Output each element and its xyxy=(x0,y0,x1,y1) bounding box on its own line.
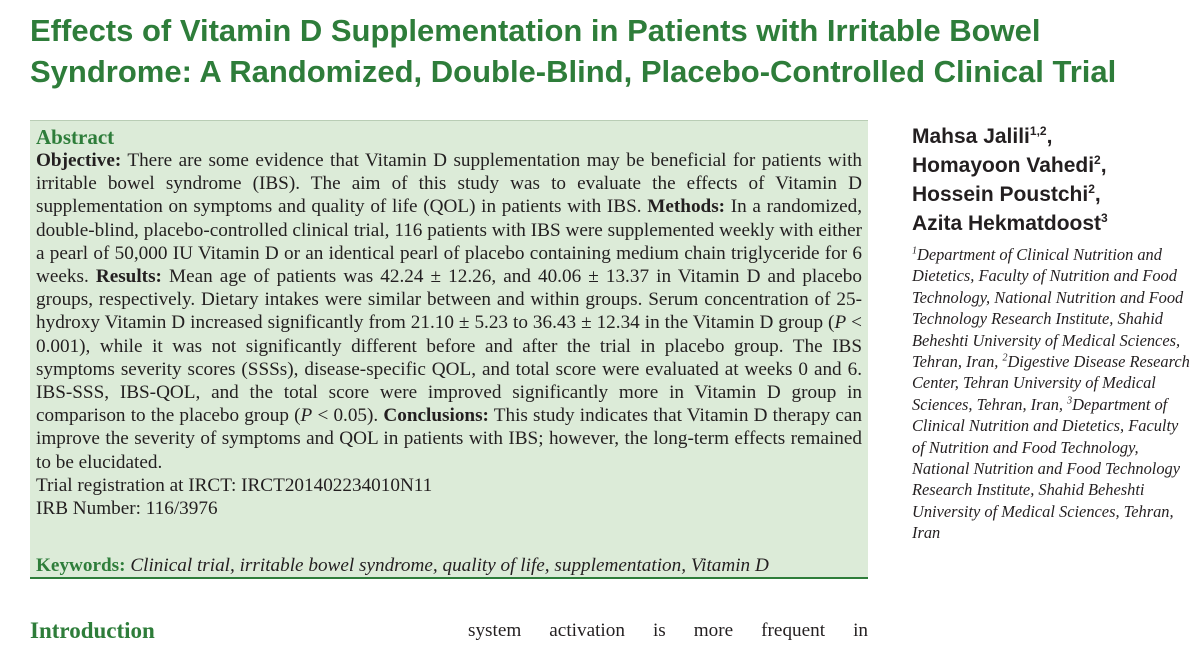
abstract-body xyxy=(36,149,862,474)
author xyxy=(912,151,1192,180)
objective-label: Objective: xyxy=(36,150,122,171)
author-separator: , xyxy=(1100,154,1107,177)
author-list xyxy=(912,122,1192,238)
affiliations xyxy=(912,244,1192,544)
conclusions-text: This study indicates that Vitamin D therapy can improve the severity of symptoms and QOL in patients with IBS; however, the long-term effects remained to be elucidated. xyxy=(36,405,862,473)
author-affiliation-mark: 3 xyxy=(1101,211,1108,225)
keywords-label: Keywords: xyxy=(36,555,126,576)
affiliation-mark: 3 xyxy=(1067,395,1073,407)
p-value-symbol: P xyxy=(300,405,313,427)
author-name: Hossein Poustchi xyxy=(912,183,1089,206)
results-text: Mean age of patients was 42.24 ± 12.26, and 40.06 ± 13.37 in Vitamin D and placebo groups, respectively. Dietary intakes were similar between and within groups. Serum concentration of 25-hydroxy Vitamin D increased significantly from 21.10 ± 5.23 to 36.43 ± 12.34 in the Vitamin D group ( xyxy=(36,266,862,334)
keywords xyxy=(36,555,862,577)
objective-text: There are some evidence that Vitamin D supplementation may be beneficial for patients with irritable bowel syndrome (IBS). The aim of this study was to evaluate the effects of Vitamin D supplementation on symptoms and quality of life (QOL) in patients with IBS. xyxy=(36,150,862,218)
introduction-heading: Introduction xyxy=(30,618,155,643)
author-separator: , xyxy=(1094,183,1101,206)
author-name: Azita Hekmatdoost xyxy=(912,212,1102,235)
author-affiliation-mark: 1,2 xyxy=(1029,124,1047,138)
article-title: Effects of Vitamin D Supplementation in Patients with Irritable Bowel Syndrome: A Randomized, Double-Blind, Placebo-Controlled Clinical Trial xyxy=(30,13,1117,89)
results-label: Results: xyxy=(95,266,162,288)
author-name: Homayoon Vahedi xyxy=(912,154,1095,177)
introduction-text: system activation is more frequent in xyxy=(468,620,868,641)
affiliation-mark: 2 xyxy=(1002,352,1008,364)
methods-label: Methods: xyxy=(647,196,726,218)
affiliation-text: Department of Clinical Nutrition and Dietetics, Faculty of Nutrition and Food Technology, National Nutrition and Food Technology Research Institute, Shahid Beheshti University of Medical Sciences, Tehran, Iran xyxy=(912,394,1181,543)
affiliation-text: Digestive Disease Research Center, Tehran University of Medical Sciences, Tehran, Iran, xyxy=(912,352,1190,414)
irb-number: IRB Number: 116/3976 xyxy=(36,498,218,520)
results-text: < 0.001), while it was not significantly different before and after the trial in placebo group. The IBS symptoms severity scores (SSSs), disease-specific QOL, and total score were evaluated at weeks 0 and 6. IBS-SSS, IBS-QOL, and the total score were improved significantly more in Vitamin D group in comparison to the placebo group ( xyxy=(36,312,862,427)
conclusions-label: Conclusions: xyxy=(383,405,489,427)
affiliation-text: Department of Clinical Nutrition and Dietetics, Faculty of Nutrition and Food Technology, National Nutrition and Food Technology Research Institute, Shahid Beheshti University of Medical Sciences, Tehran, Iran, xyxy=(912,245,1184,372)
author-affiliation-mark: 2 xyxy=(1094,153,1101,167)
abstract-heading: Abstract xyxy=(36,125,115,149)
author-separator: , xyxy=(1046,125,1053,148)
p-value-symbol: P xyxy=(834,312,847,334)
methods-text: In a randomized, double-blind, placebo-controlled clinical trial, 116 patients with IBS were supplemented weekly with either a pearl of 50,000 IU Vitamin D or an identical pearl of placebo containing medium chain triglyceride for 6 weeks. xyxy=(36,196,862,288)
abstract-content xyxy=(36,125,862,520)
affiliation-mark: 1 xyxy=(912,245,917,257)
keywords-text: Clinical trial, irritable bowel syndrome, quality of life, supplementation, Vitamin D xyxy=(125,555,769,576)
abstract-box xyxy=(30,120,868,579)
author xyxy=(912,122,1192,151)
author xyxy=(912,209,1192,238)
results-text: < 0.05). xyxy=(312,405,384,427)
author xyxy=(912,180,1192,209)
author-name: Mahsa Jalili xyxy=(912,125,1030,148)
author-affiliation-mark: 2 xyxy=(1088,182,1095,196)
trial-registration: Trial registration at IRCT: IRCT201402234010N11 xyxy=(36,474,433,496)
